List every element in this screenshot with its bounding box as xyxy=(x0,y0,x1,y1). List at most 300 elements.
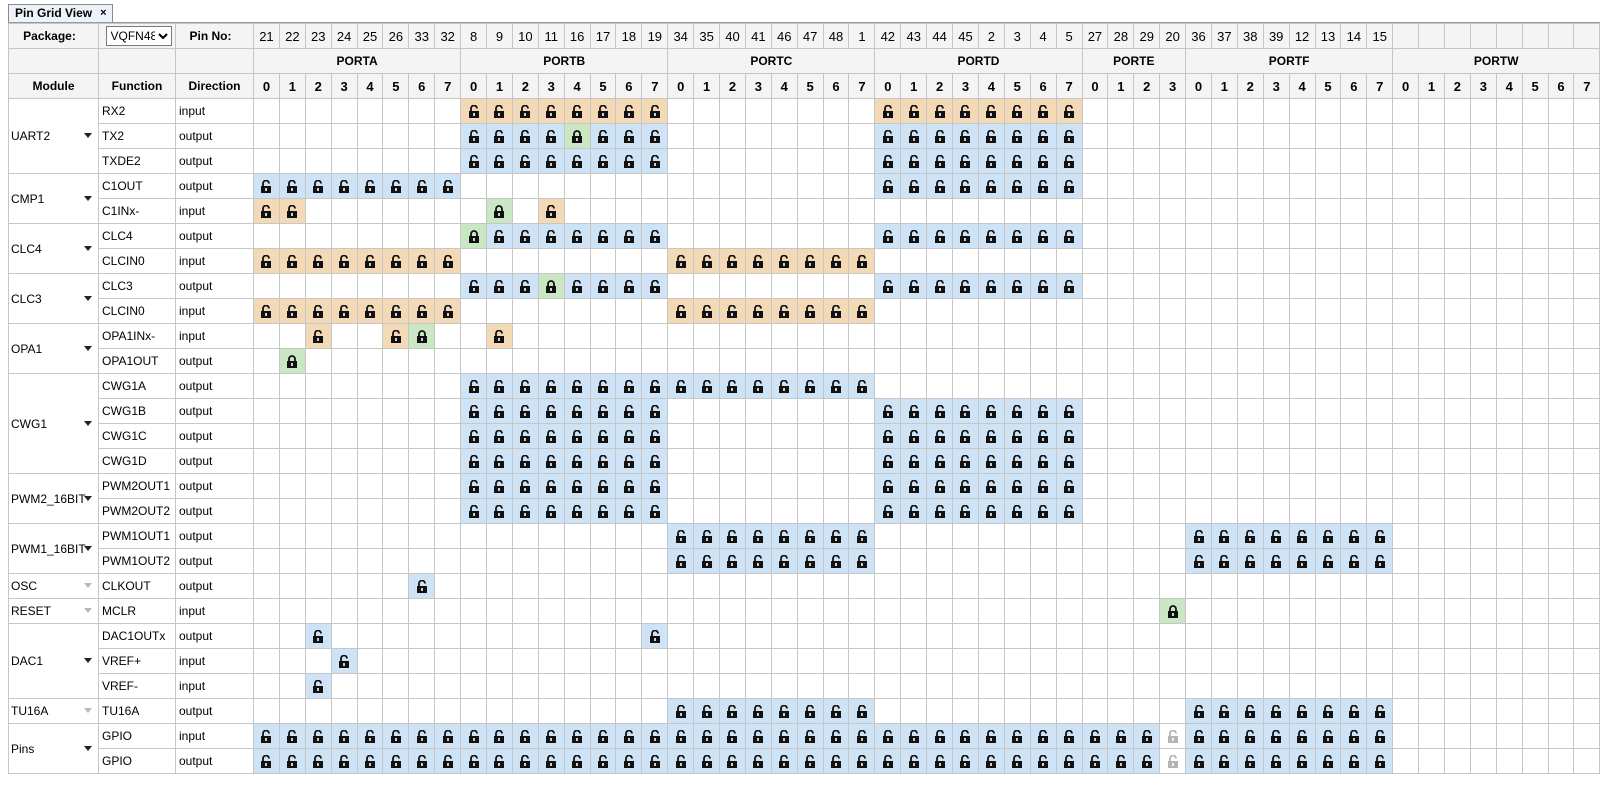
pin-cell[interactable] xyxy=(1237,524,1263,549)
pin-cell[interactable] xyxy=(797,524,823,549)
pin-cell[interactable] xyxy=(487,349,513,374)
pin-cell[interactable] xyxy=(1211,199,1237,224)
pin-cell[interactable] xyxy=(1160,124,1186,149)
pin-cell[interactable] xyxy=(279,449,305,474)
pin-cell[interactable] xyxy=(1108,124,1134,149)
pin-cell[interactable] xyxy=(1444,674,1470,699)
pin-cell[interactable] xyxy=(1315,674,1341,699)
pin-cell[interactable] xyxy=(823,249,849,274)
pin-cell[interactable] xyxy=(409,149,435,174)
pin-cell[interactable] xyxy=(1522,199,1548,224)
pin-cell[interactable] xyxy=(564,124,590,149)
pin-cell[interactable] xyxy=(1004,299,1030,324)
pin-cell[interactable] xyxy=(901,599,927,624)
pin-cell[interactable] xyxy=(745,574,771,599)
pin-cell[interactable] xyxy=(745,124,771,149)
pin-cell[interactable] xyxy=(1367,474,1393,499)
pin-cell[interactable] xyxy=(1548,499,1574,524)
pin-cell[interactable] xyxy=(1548,424,1574,449)
pin-cell[interactable] xyxy=(1160,474,1186,499)
pin-cell[interactable] xyxy=(1470,199,1496,224)
pin-cell[interactable] xyxy=(978,449,1004,474)
pin-cell[interactable] xyxy=(1341,424,1367,449)
pin-cell[interactable] xyxy=(1548,699,1574,724)
chevron-down-icon[interactable] xyxy=(84,296,92,301)
pin-cell[interactable] xyxy=(409,499,435,524)
pin-cell[interactable] xyxy=(668,624,694,649)
pin-cell[interactable] xyxy=(1134,574,1160,599)
pin-cell[interactable] xyxy=(461,699,487,724)
pin-cell[interactable] xyxy=(254,499,280,524)
pin-cell[interactable] xyxy=(901,274,927,299)
pin-cell[interactable] xyxy=(435,224,461,249)
pin-cell[interactable] xyxy=(1134,549,1160,574)
pin-cell[interactable] xyxy=(797,99,823,124)
pin-cell[interactable] xyxy=(1470,424,1496,449)
module-pwm1-16bit[interactable] xyxy=(9,524,99,574)
pin-cell[interactable] xyxy=(1548,649,1574,674)
pin-cell[interactable] xyxy=(1263,749,1289,774)
pin-cell[interactable] xyxy=(1030,299,1056,324)
pin-cell[interactable] xyxy=(1341,299,1367,324)
pin-cell[interactable] xyxy=(1574,574,1600,599)
pin-cell[interactable] xyxy=(1548,274,1574,299)
pin-cell[interactable] xyxy=(745,499,771,524)
pin-cell[interactable] xyxy=(435,624,461,649)
pin-cell[interactable] xyxy=(745,699,771,724)
pin-cell[interactable] xyxy=(1444,324,1470,349)
pin-cell[interactable] xyxy=(1393,474,1419,499)
pin-cell[interactable] xyxy=(616,449,642,474)
pin-cell[interactable] xyxy=(487,549,513,574)
pin-cell[interactable] xyxy=(1548,174,1574,199)
pin-cell[interactable] xyxy=(694,399,720,424)
pin-cell[interactable] xyxy=(305,599,331,624)
pin-cell[interactable] xyxy=(1548,724,1574,749)
pin-cell[interactable] xyxy=(694,124,720,149)
pin-cell[interactable] xyxy=(1004,574,1030,599)
pin-cell[interactable] xyxy=(1263,699,1289,724)
pin-cell[interactable] xyxy=(1004,99,1030,124)
pin-cell[interactable] xyxy=(823,599,849,624)
pin-cell[interactable] xyxy=(538,549,564,574)
pin-cell[interactable] xyxy=(953,374,979,399)
pin-cell[interactable] xyxy=(1444,749,1470,774)
pin-cell[interactable] xyxy=(901,124,927,149)
pin-cell[interactable] xyxy=(1186,399,1212,424)
pin-cell[interactable] xyxy=(1470,474,1496,499)
pin-cell[interactable] xyxy=(1289,599,1315,624)
pin-cell[interactable] xyxy=(487,474,513,499)
pin-cell[interactable] xyxy=(1289,649,1315,674)
pin-cell[interactable] xyxy=(1548,124,1574,149)
pin-cell[interactable] xyxy=(305,524,331,549)
pin-cell[interactable] xyxy=(538,649,564,674)
pin-cell[interactable] xyxy=(1108,274,1134,299)
pin-cell[interactable] xyxy=(1367,624,1393,649)
pin-cell[interactable] xyxy=(1522,149,1548,174)
pin-cell[interactable] xyxy=(435,399,461,424)
pin-cell[interactable] xyxy=(642,624,668,649)
pin-cell[interactable] xyxy=(1004,724,1030,749)
pin-cell[interactable] xyxy=(978,474,1004,499)
pin-cell[interactable] xyxy=(616,499,642,524)
pin-cell[interactable] xyxy=(1082,149,1108,174)
pin-cell[interactable] xyxy=(487,149,513,174)
pin-cell[interactable] xyxy=(1186,274,1212,299)
pin-cell[interactable] xyxy=(254,699,280,724)
pin-cell[interactable] xyxy=(1444,524,1470,549)
pin-cell[interactable] xyxy=(1186,174,1212,199)
pin-cell[interactable] xyxy=(875,549,901,574)
pin-cell[interactable] xyxy=(590,549,616,574)
pin-cell[interactable] xyxy=(901,374,927,399)
pin-cell[interactable] xyxy=(797,199,823,224)
pin-cell[interactable] xyxy=(1211,699,1237,724)
pin-cell[interactable] xyxy=(616,274,642,299)
pin-cell[interactable] xyxy=(797,599,823,624)
pin-cell[interactable] xyxy=(1548,624,1574,649)
pin-cell[interactable] xyxy=(668,374,694,399)
pin-cell[interactable] xyxy=(616,174,642,199)
pin-cell[interactable] xyxy=(1211,449,1237,474)
pin-cell[interactable] xyxy=(590,624,616,649)
pin-cell[interactable] xyxy=(1186,724,1212,749)
pin-cell[interactable] xyxy=(978,374,1004,399)
pin-cell[interactable] xyxy=(1134,474,1160,499)
pin-cell[interactable] xyxy=(564,249,590,274)
pin-cell[interactable] xyxy=(1315,524,1341,549)
pin-cell[interactable] xyxy=(279,324,305,349)
pin-cell[interactable] xyxy=(1263,499,1289,524)
pin-cell[interactable] xyxy=(849,124,875,149)
pin-cell[interactable] xyxy=(564,749,590,774)
pin-cell[interactable] xyxy=(1574,324,1600,349)
pin-cell[interactable] xyxy=(1444,274,1470,299)
pin-cell[interactable] xyxy=(1470,399,1496,424)
pin-cell[interactable] xyxy=(1289,149,1315,174)
pin-cell[interactable] xyxy=(1574,399,1600,424)
pin-cell[interactable] xyxy=(383,699,409,724)
pin-cell[interactable] xyxy=(642,749,668,774)
pin-cell[interactable] xyxy=(927,424,953,449)
pin-cell[interactable] xyxy=(1082,424,1108,449)
pin-cell[interactable] xyxy=(1211,649,1237,674)
pin-cell[interactable] xyxy=(616,124,642,149)
pin-cell[interactable] xyxy=(875,199,901,224)
pin-cell[interactable] xyxy=(1393,324,1419,349)
pin-cell[interactable] xyxy=(409,599,435,624)
pin-cell[interactable] xyxy=(357,274,383,299)
pin-cell[interactable] xyxy=(409,649,435,674)
pin-cell[interactable] xyxy=(1082,174,1108,199)
pin-cell[interactable] xyxy=(512,149,538,174)
pin-cell[interactable] xyxy=(797,349,823,374)
pin-cell[interactable] xyxy=(1444,249,1470,274)
pin-cell[interactable] xyxy=(1237,549,1263,574)
pin-cell[interactable] xyxy=(1470,549,1496,574)
pin-cell[interactable] xyxy=(1160,324,1186,349)
pin-cell[interactable] xyxy=(953,724,979,749)
pin-cell[interactable] xyxy=(849,299,875,324)
pin-cell[interactable] xyxy=(1341,499,1367,524)
pin-cell[interactable] xyxy=(771,224,797,249)
pin-cell[interactable] xyxy=(1522,424,1548,449)
pin-cell[interactable] xyxy=(875,624,901,649)
pin-cell[interactable] xyxy=(1004,174,1030,199)
pin-cell[interactable] xyxy=(823,574,849,599)
pin-cell[interactable] xyxy=(1134,274,1160,299)
pin-cell[interactable] xyxy=(279,374,305,399)
pin-cell[interactable] xyxy=(1056,474,1082,499)
pin-cell[interactable] xyxy=(875,474,901,499)
pin-cell[interactable] xyxy=(435,149,461,174)
pin-cell[interactable] xyxy=(901,724,927,749)
pin-cell[interactable] xyxy=(461,599,487,624)
pin-cell[interactable] xyxy=(720,474,746,499)
pin-cell[interactable] xyxy=(797,549,823,574)
pin-cell[interactable] xyxy=(1186,574,1212,599)
pin-cell[interactable] xyxy=(1548,749,1574,774)
pin-cell[interactable] xyxy=(409,699,435,724)
pin-cell[interactable] xyxy=(797,574,823,599)
pin-cell[interactable] xyxy=(849,99,875,124)
pin-cell[interactable] xyxy=(1574,649,1600,674)
pin-cell[interactable] xyxy=(435,499,461,524)
pin-cell[interactable] xyxy=(823,424,849,449)
pin-cell[interactable] xyxy=(1367,349,1393,374)
pin-cell[interactable] xyxy=(1470,699,1496,724)
pin-cell[interactable] xyxy=(1470,349,1496,374)
pin-cell[interactable] xyxy=(305,349,331,374)
pin-cell[interactable] xyxy=(1056,399,1082,424)
pin-cell[interactable] xyxy=(745,274,771,299)
pin-cell[interactable] xyxy=(1367,324,1393,349)
pin-cell[interactable] xyxy=(1186,124,1212,149)
pin-cell[interactable] xyxy=(668,99,694,124)
pin-cell[interactable] xyxy=(357,99,383,124)
pin-cell[interactable] xyxy=(1470,99,1496,124)
pin-cell[interactable] xyxy=(797,449,823,474)
pin-cell[interactable] xyxy=(254,474,280,499)
pin-cell[interactable] xyxy=(590,224,616,249)
pin-cell[interactable] xyxy=(1574,499,1600,524)
pin-cell[interactable] xyxy=(1419,499,1445,524)
pin-cell[interactable] xyxy=(1160,574,1186,599)
pin-cell[interactable] xyxy=(305,474,331,499)
pin-cell[interactable] xyxy=(435,649,461,674)
pin-cell[interactable] xyxy=(1315,724,1341,749)
pin-cell[interactable] xyxy=(1211,99,1237,124)
pin-cell[interactable] xyxy=(694,199,720,224)
pin-cell[interactable] xyxy=(564,699,590,724)
pin-cell[interactable] xyxy=(771,424,797,449)
pin-cell[interactable] xyxy=(1367,149,1393,174)
pin-cell[interactable] xyxy=(1160,749,1186,774)
pin-cell[interactable] xyxy=(1393,199,1419,224)
pin-cell[interactable] xyxy=(1030,274,1056,299)
pin-cell[interactable] xyxy=(875,499,901,524)
pin-cell[interactable] xyxy=(668,299,694,324)
pin-cell[interactable] xyxy=(1419,749,1445,774)
pin-cell[interactable] xyxy=(1367,124,1393,149)
pin-cell[interactable] xyxy=(1289,349,1315,374)
pin-cell[interactable] xyxy=(1315,699,1341,724)
pin-cell[interactable] xyxy=(1211,624,1237,649)
pin-cell[interactable] xyxy=(823,374,849,399)
pin-cell[interactable] xyxy=(331,749,357,774)
pin-cell[interactable] xyxy=(1470,299,1496,324)
pin-cell[interactable] xyxy=(1056,124,1082,149)
pin-cell[interactable] xyxy=(745,424,771,449)
pin-cell[interactable] xyxy=(1548,674,1574,699)
pin-cell[interactable] xyxy=(461,274,487,299)
pin-cell[interactable] xyxy=(564,399,590,424)
pin-cell[interactable] xyxy=(435,599,461,624)
pin-cell[interactable] xyxy=(953,349,979,374)
pin-cell[interactable] xyxy=(978,249,1004,274)
pin-cell[interactable] xyxy=(1496,299,1522,324)
pin-cell[interactable] xyxy=(720,199,746,224)
pin-cell[interactable] xyxy=(1004,599,1030,624)
pin-cell[interactable] xyxy=(564,474,590,499)
pin-cell[interactable] xyxy=(254,124,280,149)
pin-cell[interactable] xyxy=(435,174,461,199)
pin-cell[interactable] xyxy=(823,174,849,199)
module-clc4[interactable] xyxy=(9,224,99,274)
pin-cell[interactable] xyxy=(1082,274,1108,299)
pin-cell[interactable] xyxy=(1367,499,1393,524)
pin-cell[interactable] xyxy=(823,549,849,574)
pin-cell[interactable] xyxy=(927,124,953,149)
pin-cell[interactable] xyxy=(1289,699,1315,724)
pin-cell[interactable] xyxy=(564,274,590,299)
pin-cell[interactable] xyxy=(590,449,616,474)
pin-cell[interactable] xyxy=(1548,299,1574,324)
pin-cell[interactable] xyxy=(1237,324,1263,349)
pin-cell[interactable] xyxy=(383,549,409,574)
pin-cell[interactable] xyxy=(487,99,513,124)
pin-cell[interactable] xyxy=(642,424,668,449)
pin-cell[interactable] xyxy=(331,449,357,474)
pin-cell[interactable] xyxy=(927,499,953,524)
pin-cell[interactable] xyxy=(642,199,668,224)
pin-cell[interactable] xyxy=(383,399,409,424)
pin-cell[interactable] xyxy=(1315,99,1341,124)
pin-cell[interactable] xyxy=(564,674,590,699)
pin-cell[interactable] xyxy=(1237,724,1263,749)
pin-cell[interactable] xyxy=(668,674,694,699)
pin-cell[interactable] xyxy=(694,724,720,749)
pin-cell[interactable] xyxy=(1419,649,1445,674)
pin-cell[interactable] xyxy=(1419,274,1445,299)
module-cmp1[interactable] xyxy=(9,174,99,224)
pin-cell[interactable] xyxy=(1367,199,1393,224)
pin-cell[interactable] xyxy=(305,174,331,199)
pin-cell[interactable] xyxy=(1289,524,1315,549)
pin-cell[interactable] xyxy=(461,174,487,199)
pin-cell[interactable] xyxy=(564,224,590,249)
pin-cell[interactable] xyxy=(978,149,1004,174)
pin-cell[interactable] xyxy=(901,749,927,774)
pin-cell[interactable] xyxy=(383,524,409,549)
pin-cell[interactable] xyxy=(875,224,901,249)
pin-cell[interactable] xyxy=(1030,549,1056,574)
pin-cell[interactable] xyxy=(1134,674,1160,699)
pin-cell[interactable] xyxy=(1082,249,1108,274)
pin-cell[interactable] xyxy=(1056,724,1082,749)
pin-cell[interactable] xyxy=(331,324,357,349)
pin-cell[interactable] xyxy=(849,249,875,274)
pin-cell[interactable] xyxy=(487,324,513,349)
pin-cell[interactable] xyxy=(1030,124,1056,149)
pin-cell[interactable] xyxy=(590,124,616,149)
pin-cell[interactable] xyxy=(357,324,383,349)
pin-cell[interactable] xyxy=(1341,374,1367,399)
pin-cell[interactable] xyxy=(1263,124,1289,149)
pin-cell[interactable] xyxy=(849,174,875,199)
pin-cell[interactable] xyxy=(668,424,694,449)
pin-cell[interactable] xyxy=(978,599,1004,624)
pin-cell[interactable] xyxy=(1470,724,1496,749)
pin-cell[interactable] xyxy=(642,174,668,199)
pin-cell[interactable] xyxy=(409,124,435,149)
pin-cell[interactable] xyxy=(1574,624,1600,649)
pin-cell[interactable] xyxy=(254,99,280,124)
pin-cell[interactable] xyxy=(331,649,357,674)
pin-cell[interactable] xyxy=(538,274,564,299)
pin-cell[interactable] xyxy=(461,399,487,424)
pin-cell[interactable] xyxy=(357,399,383,424)
pin-cell[interactable] xyxy=(927,199,953,224)
pin-cell[interactable] xyxy=(978,574,1004,599)
pin-cell[interactable] xyxy=(254,149,280,174)
pin-cell[interactable] xyxy=(797,749,823,774)
pin-cell[interactable] xyxy=(616,724,642,749)
pin-cell[interactable] xyxy=(512,624,538,649)
pin-cell[interactable] xyxy=(331,124,357,149)
pin-cell[interactable] xyxy=(305,199,331,224)
pin-cell[interactable] xyxy=(1030,224,1056,249)
pin-cell[interactable] xyxy=(1082,649,1108,674)
pin-cell[interactable] xyxy=(1082,224,1108,249)
pin-cell[interactable] xyxy=(1470,674,1496,699)
pin-cell[interactable] xyxy=(1367,274,1393,299)
pin-cell[interactable] xyxy=(383,99,409,124)
pin-cell[interactable] xyxy=(1030,449,1056,474)
pin-cell[interactable] xyxy=(1186,624,1212,649)
pin-cell[interactable] xyxy=(823,299,849,324)
pin-cell[interactable] xyxy=(1367,599,1393,624)
pin-cell[interactable] xyxy=(409,199,435,224)
pin-cell[interactable] xyxy=(1315,324,1341,349)
pin-cell[interactable] xyxy=(616,299,642,324)
pin-cell[interactable] xyxy=(1496,524,1522,549)
pin-cell[interactable] xyxy=(279,624,305,649)
pin-cell[interactable] xyxy=(435,324,461,349)
pin-cell[interactable] xyxy=(383,599,409,624)
pin-cell[interactable] xyxy=(1341,599,1367,624)
pin-cell[interactable] xyxy=(590,749,616,774)
pin-cell[interactable] xyxy=(331,274,357,299)
pin-cell[interactable] xyxy=(953,524,979,549)
pin-cell[interactable] xyxy=(1160,99,1186,124)
pin-cell[interactable] xyxy=(1393,399,1419,424)
pin-cell[interactable] xyxy=(720,349,746,374)
pin-cell[interactable] xyxy=(1160,674,1186,699)
pin-cell[interactable] xyxy=(357,499,383,524)
pin-cell[interactable] xyxy=(901,149,927,174)
